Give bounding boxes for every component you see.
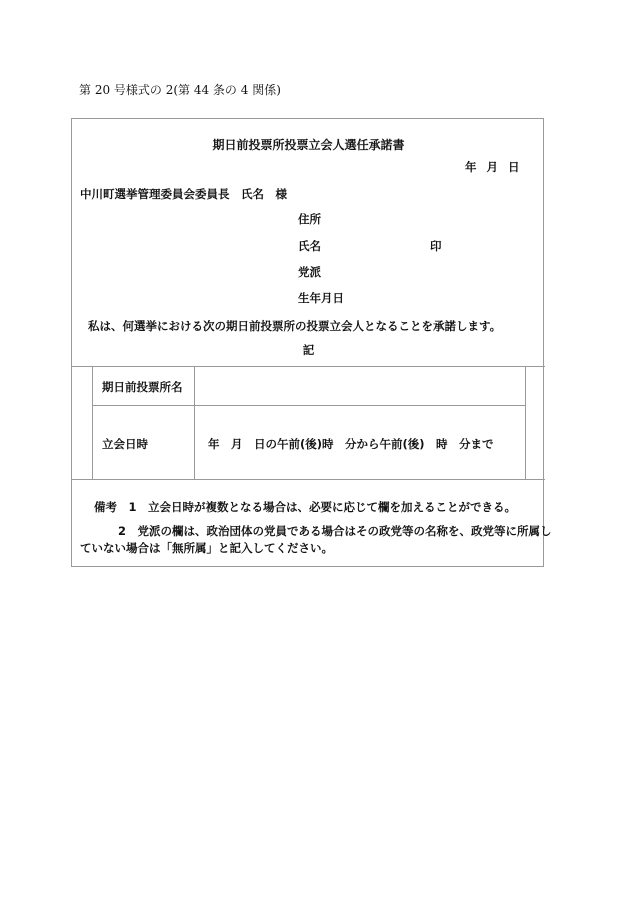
table-right-border [525, 366, 526, 479]
birthdate-label: 生年月日 [298, 291, 344, 305]
remarks-line-3: ていない場合は「無所属」と記入してください。 [80, 541, 333, 555]
form-title: 期日前投票所投票立会人選任承諾書 [212, 138, 405, 152]
date-line: 年 月 日 [465, 160, 520, 174]
consent-statement: 私は、何選挙における次の期日前投票所の投票立会人となることを承諾します。 [88, 319, 502, 333]
address-label: 住所 [298, 212, 321, 226]
form-number: 第 20 号様式の 2(第 44 条の 4 関係) [79, 83, 281, 97]
seal-mark: 印 [430, 239, 442, 253]
table-left-border [92, 366, 93, 479]
name-label: 氏名 [298, 239, 321, 253]
remarks-line-1: 備考 1 立会日時が複数となる場合は、必要に応じて欄を加えることができる。 [94, 500, 516, 514]
party-label: 党派 [298, 265, 321, 279]
addressee: 中川町選挙管理委員会委員長 氏名 様 [80, 187, 287, 201]
table-top-border [72, 366, 545, 367]
attendance-datetime-label: 立会日時 [102, 437, 148, 451]
consent-form [71, 118, 552, 567]
table-row-divider [92, 405, 525, 406]
table-bottom-border [72, 479, 545, 480]
ki-heading: 記 [302, 343, 315, 357]
table-column-divider [194, 366, 195, 479]
polling-place-label: 期日前投票所名 [102, 380, 183, 394]
attendance-datetime-value: 年 月 日の午前(後)時 分から午前(後) 時 分まで [208, 437, 494, 451]
remarks-line-2: 2 党派の欄は、政治団体の党員である場合はその政党等の名称を、政党等に所属し [118, 524, 552, 538]
